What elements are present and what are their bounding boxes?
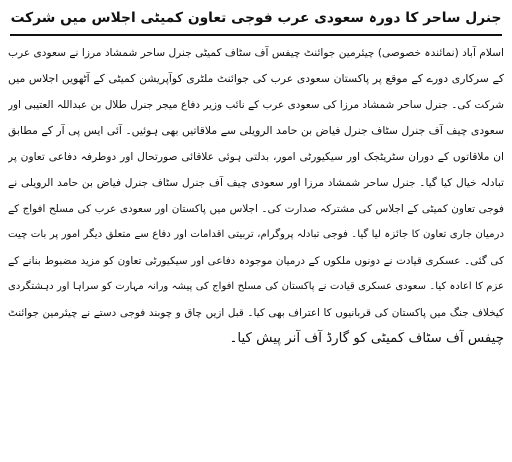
article-line: درمیان جاری تعاون کا جائزہ لیا گیا۔ فوجی تبادلہ پروگرام، تربیتی اقدامات اور دفاع سے متعلق دیگر امور پر بات چیت — [8, 229, 504, 240]
article-line: ان ملاقاتوں کے دوران سٹریٹجک اور سیکیورٹی امور، بدلتی ہوئی علاقائی صورتحال اور دوطرفہ دفاعی تعاون پر — [8, 151, 504, 163]
article-line: اسلام آباد (نمائندہ خصوصی) چیئرمین جوائنٹ چیفس آف سٹاف کمیٹی جنرل ساحر شمشاد مرزا نے سعودی عرب — [8, 47, 504, 59]
article-line: تبادلہ خیال کیا گیا۔ جنرل ساحر شمشاد مرزا اور سعودی چیف آف جنرل سٹاف جنرل فیاض بن حامد الرویلی نے — [8, 177, 504, 189]
article-line: چیفس آف سٹاف کمیٹی کو گارڈ آف آنر پیش کیا۔ — [229, 331, 504, 346]
article-line: کی گئی۔ عسکری قیادت نے دونوں ملکوں کے درمیان موجودہ دفاعی اور سیکیورٹی تعاون کو مزید مضبوط بنانے کے — [8, 255, 504, 267]
article-line: کیخلاف جنگ میں پاکستان کی قربانیوں کا اعتراف بھی کیا۔ قبل ازیں چاق و چوبند فوجی دستے نے چیئرمین جوائنٹ — [8, 307, 504, 319]
article-line: کے سرکاری دورے کے موقع پر پاکستان سعودی عرب کی جوائنٹ ملٹری کوآپریشن کمیٹی کے آٹھویں اجلاس میں — [8, 72, 504, 85]
article-line: شرکت کی۔ جنرل ساحر شمشاد مرزا کی سعودی عرب کے نائب وزیر دفاع میجر جنرل طلال بن عبداللہ العتیبی اور — [8, 99, 504, 111]
article-body — [8, 40, 504, 352]
headline-divider — [10, 34, 502, 36]
article-line: فوجی تعاون کمیٹی کے اجلاس کی مشترکہ صدارت کی۔ اجلاس میں پاکستان اور سعودی عرب کی مسلح افواج کے — [8, 203, 504, 215]
article-line: عزم کا اعادہ کیا۔ سعودی عسکری قیادت نے پاکستان کی مسلح افواج کی پیشہ ورانہ مہارت کو سراہا اور دہشتگردی — [8, 281, 504, 292]
headline: جنرل ساحر کا دورہ سعودی عرب فوجی تعاون کمیٹی اجلاس میں شرکت — [10, 10, 502, 26]
article-line: سعودی چیف آف جنرل سٹاف جنرل فیاض بن حامد الرویلی سے ملاقاتیں بھی ہوئیں۔ آئی ایس پی آر کے مطابق — [8, 124, 504, 137]
